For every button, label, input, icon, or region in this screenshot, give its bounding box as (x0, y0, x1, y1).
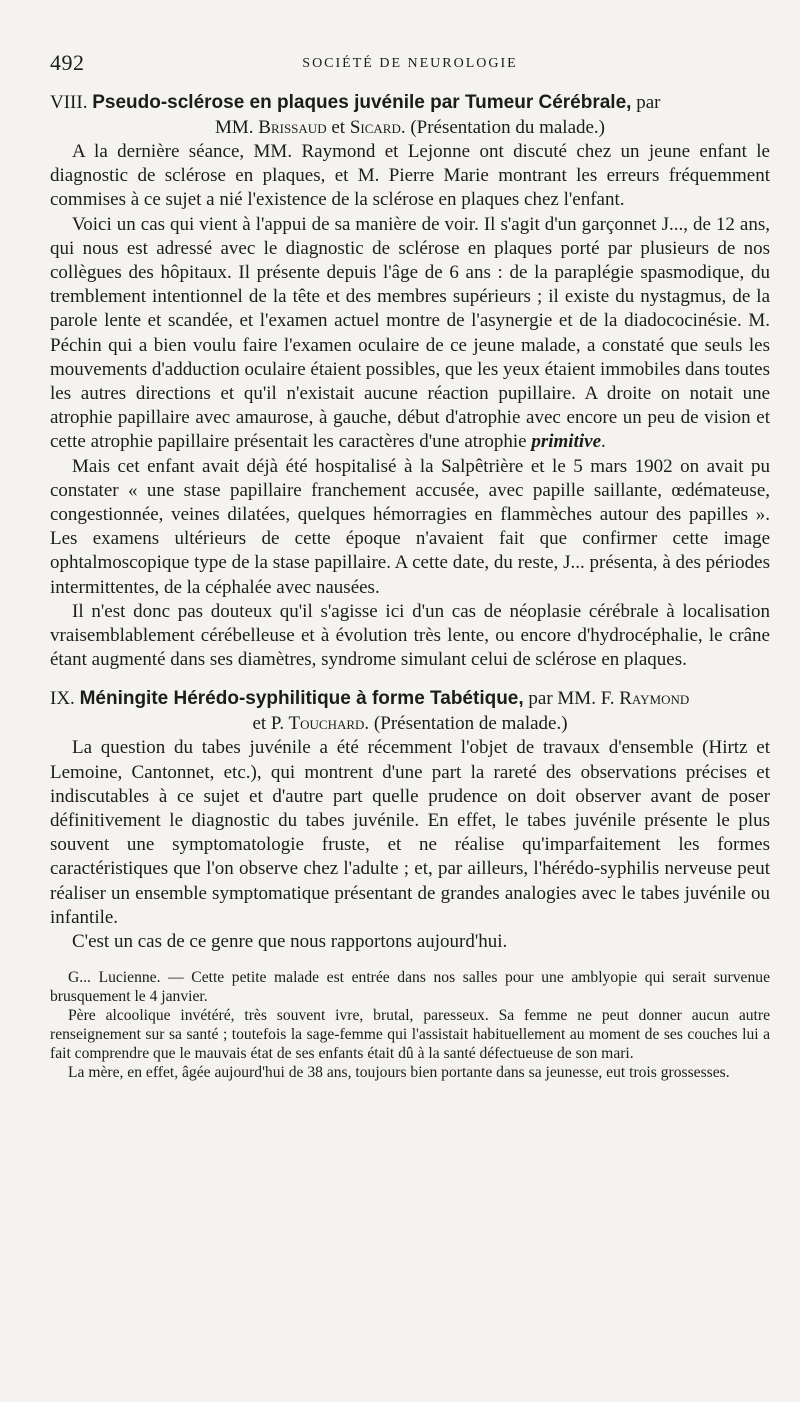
section-title: Méningite Hérédo-syphilitique à forme Tabétique, (79, 688, 524, 710)
paragraph: A la dernière séance, MM. Raymond et Lejonne ont discuté chez un jeune enfant le diagnostic de sclérose en plaques, et M. Pierre Marie montrant les erreurs fréquemment commises à ce sujet a nié l'existence de la sclérose en plaques chez l'enfant. (50, 141, 770, 211)
case-note: G... Lucienne. — Cette petite malade est entrée dans nos salles pour une amblyopie qui serait survenue brusquement le 4 janvier. (50, 969, 770, 1006)
section-ix-heading (50, 686, 770, 711)
running-title: SOCIÉTÉ DE NEUROLOGIE (302, 56, 518, 71)
case-note: La mère, en effet, âgée aujourd'hui de 38 ans, toujours bien portante dans sa jeunesse, eut trois grossesses. (68, 1064, 730, 1082)
author-name: Sicard (349, 117, 401, 138)
paragraph (50, 213, 770, 455)
presentation-note: . (Présentation de malade.) (364, 713, 568, 735)
paragraph: C'est un cas de ce genre que nous rapportons aujourd'hui. (72, 931, 508, 953)
section-viii-authors (50, 115, 770, 140)
page-number: 492 (50, 50, 85, 75)
by-label: par MM. (528, 688, 596, 710)
and-label: et (252, 713, 267, 735)
emphasis: primitive (531, 431, 602, 453)
paragraph: La question du tabes juvénile a été récemment l'objet de travaux d'ensemble (Hirtz et Lemoine, Cantonnet, etc.), qui montrent d'une part la rareté des observations précises et indiscutables à ce sujet et d'autre part quelle prudence on doit observer avant de poser définitivement le diagnostic du tabes juvénile. En effet, le tabes juvénile présente le plus souvent une symptomatologie fruste, et ne réalise qu'imparfaitement les formes caractéristiques que l'on observe chez l'adulte ; et, par ailleurs, l'hérédo-syphilis nerveuse peut réaliser un ensemble symptomatique présentant de grandes analogies avec le tabes juvénile ou infantile. (50, 737, 770, 928)
section-viii (50, 90, 770, 672)
and-label: et (331, 117, 346, 138)
case-note: Père alcoolique invétéré, très souvent ivre, brutal, paresseux. Sa femme ne peut donner aucun autre renseignement sur sa santé ; toutefois la sage-femme qui l'assistait habituellement au moment de ses couches lui a fait comprendre que le mauvais état de ses enfants était dû à la santé défectueuse de son mari. (50, 1007, 770, 1063)
author-name: F. Raymond (600, 688, 690, 710)
case-notes (50, 968, 770, 1082)
authors-prefix: MM. (214, 117, 254, 138)
section-title: Pseudo-sclérose en plaques juvénile par Tumeur Cérébrale, (92, 92, 632, 113)
paragraph-text: Voici un cas qui vient à l'appui de sa manière de voir. Il s'agit d'un garçonnet J..., de 12 ans, qui nous est adressé avec le diagnostic de sclérose en plaques porté par plusieurs de nos collègues des hôpitaux. Il présente depuis l'âge de 6 ans : de la paraplégie spasmodique, du tremblement intentionnel de la tête et des membres supérieurs ; il existe du nystagmus, de la parole lente et scandée, et l'examen actuel montre de l'asynergie et de la diadococinésie. M. Péchin qui a bien voulu faire l'examen oculaire de ce jeune malade, a constaté que seuls les mouvements d'adduction oculaire étaient possibles, que les yeux étaient immobiles dans toutes les autres directions et qu'il n'existait aucune réaction pupillaire. A droite on notait une atrophie papillaire avec amaurose, à gauche, début d'atrophie avec encore un peu de vision et cette atrophie papillaire présentait les caractères d'une atrophie (50, 213, 770, 453)
section-ix-authors (50, 711, 770, 736)
paragraph-text: . (601, 431, 606, 453)
section-numeral: IX. (50, 688, 75, 710)
page (50, 50, 770, 1082)
author-name: Brissaud (258, 117, 327, 138)
by-label: par (636, 92, 661, 113)
page-header (50, 50, 770, 80)
author-name: P. Touchard (270, 713, 365, 735)
presentation-note: . (Présentation du malade.) (400, 117, 606, 138)
section-ix (50, 686, 770, 954)
paragraph: Mais cet enfant avait déjà été hospitalisé à la Salpêtrière et le 5 mars 1902 on avait pu constater « une stase papillaire franchement accusée, avec papille saillante, œdémateuse, congestionnée, veines dilatées, quelques hémorragies en flammèches autour des papilles ». Les examens ultérieurs de cette époque n'avaient fait que confirmer cette image ophtalmoscopique type de la stase papillaire. A cette date, du reste, J... présenta, à des périodes intermittentes, de la céphalée avec nausées. (50, 455, 770, 598)
section-viii-heading (50, 90, 770, 115)
section-numeral: VIII. (50, 92, 88, 113)
paragraph: Il n'est donc pas douteux qu'il s'agisse ici d'un cas de néoplasie cérébrale à localisation vraisemblablement cérébelleuse et à évolution très lente, ou encore d'hydrocéphalie, le crâne étant augmenté dans ses diamètres, syndrome simulant celui de sclérose en plaques. (50, 600, 770, 671)
